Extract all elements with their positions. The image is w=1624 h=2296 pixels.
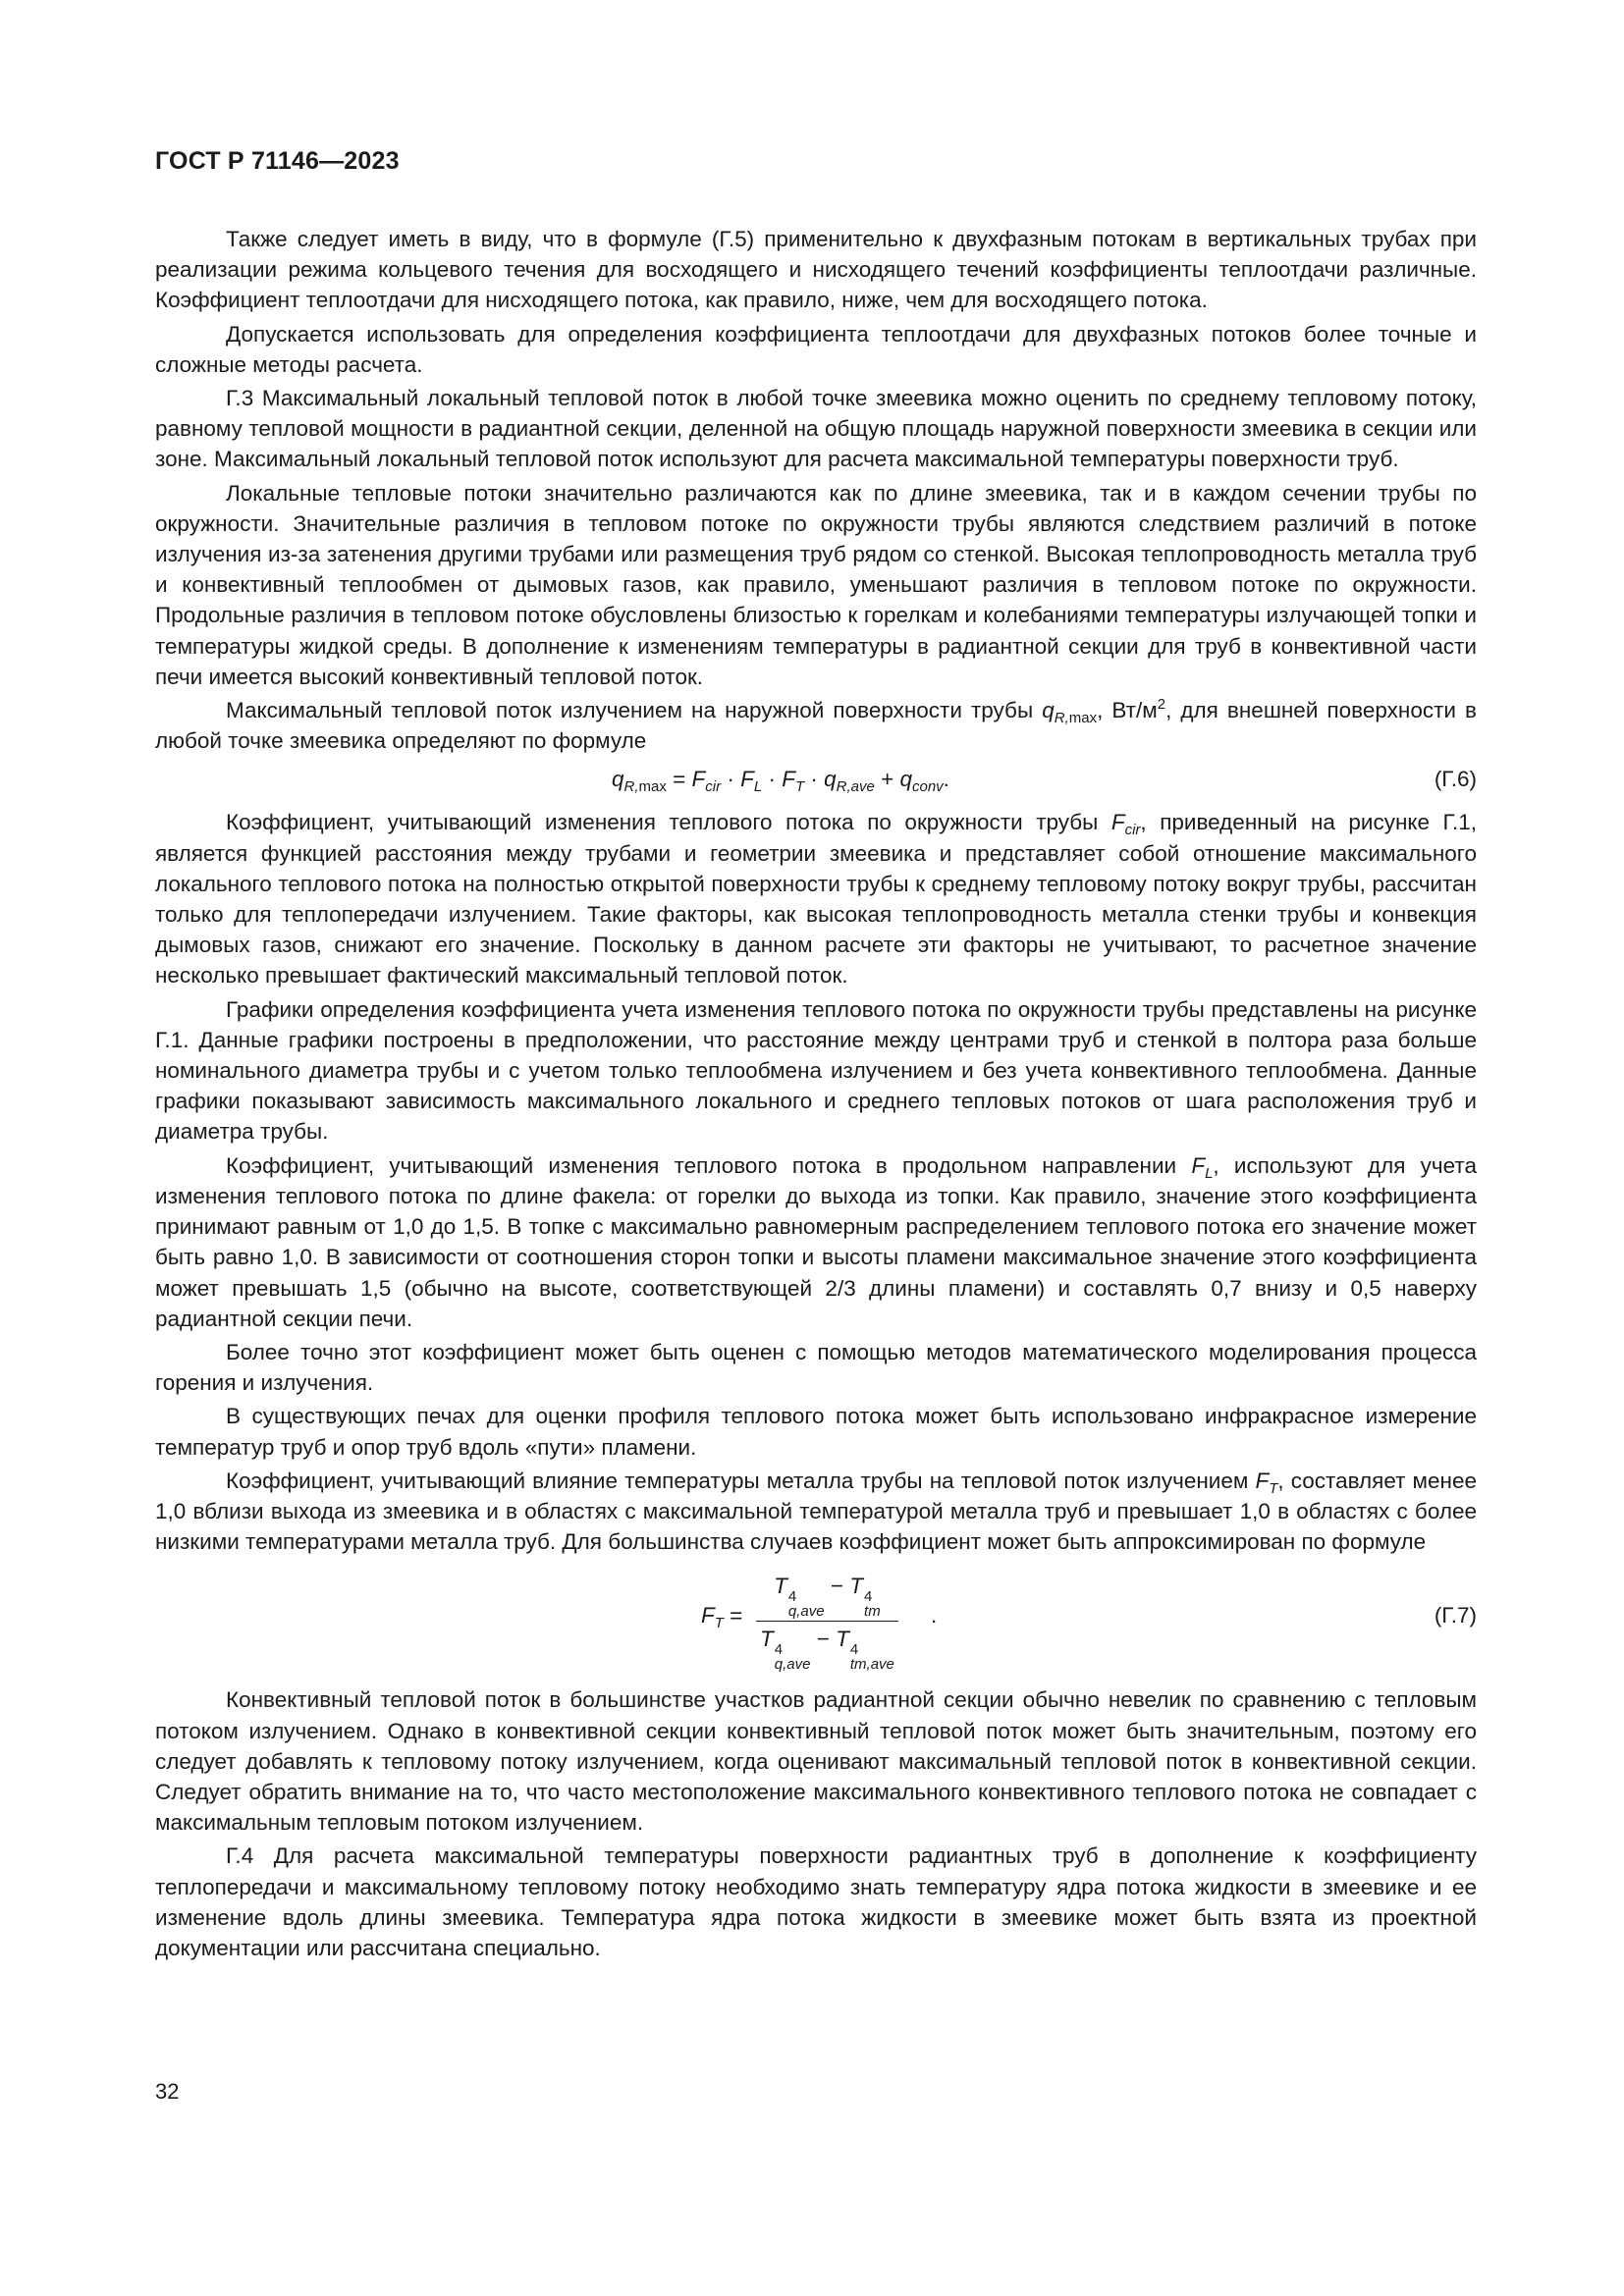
paragraph: Допускается использовать для определения коэффициента теплоотдачи для двухфазных потоков более точные и сложные методы расчета. bbox=[155, 321, 1477, 377]
fraction-denominator: T 4 q,ave − T 4 tm,ave bbox=[760, 1627, 894, 1674]
page-number: 32 bbox=[155, 2079, 180, 2104]
paragraph: Графики определения коэффициента учета изменения теплового потока по окружности трубы представлены на рисунке Г.1. Данные графики построены в предположении, что расстояние между центрами труб и стенкой в полтора раза больше номинального диаметра трубы и с учетом только теплообмена излучением и без учета конвективного теплообмена. Данные графики показывают зависимость максимального локального и среднего тепловых потоков от шага расположения труб и диаметра трубы. bbox=[155, 996, 1477, 1145]
fraction-bar bbox=[756, 1621, 898, 1622]
paragraph: В существующих печах для оценки профиля теплового потока может быть использовано инфракрасное измерение температур труб и опор труб вдоль «пути» пламени. bbox=[155, 1404, 1477, 1460]
paragraph: Конвективный тепловой поток в большинстве участков радиантной секции обычно невелик по сравнению с тепловым потоком излучением. Однако в конвективной секции конвективный тепловой поток может быть значительным, поэтому его следует добавлять к тепловому потоку излучением, когда оценивают максимальный тепловой поток в конвективной секции. Следует обратить внимание на то, что часто местоположение максимального конвективного теплового потока не совпадает с максимальным тепловым потоком излучением. bbox=[155, 1687, 1477, 1836]
formula-g6 bbox=[155, 764, 1477, 801]
paragraph: Г.3 Максимальный локальный тепловой поток в любой точке змеевика можно оценить по среднему тепловому потоку, равному тепловой мощности в радиантной секции, деленной на общую площадь наружной поверхности змеевика в секции или зоне. Максимальный локальный тепловой поток используют для расчета максимальной температуры поверхности труб. bbox=[155, 386, 1477, 472]
paragraph: Коэффициент, учитывающий влияние температуры металла трубы на тепловой поток излучением $F_T$, составляет менее 1,0 вблизи выхода из змеевика и в областях с максимальной температурой металла труб и превышает 1,0 в областях с более низкими температурами металла труб. Для большинства случаев коэффициент может быть аппроксимирован по формуле bbox=[155, 1468, 1477, 1555]
paragraph: Более точно этот коэффициент может быть оценен с помощью методов математического моделирования процесса горения и излучения. bbox=[155, 1339, 1477, 1396]
paragraph: Коэффициент, учитывающий изменения теплового потока в продольном направлении $F_L$, используют для учета изменения теплового потока по длине факела: от горелки до выхода из топки. Как правило, значение этого коэффициента принимают равным от 1,0 до 1,5. В топке с максимально равномерным распределением теплового потока его значение может быть равно 1,0. В зависимости от соотношения сторон топки и высоты пламени максимальное значение этого коэффициента может превышать 1,5 (обычно на высоте, соответствующей 2/3 длины пламени) и составлять 0,7 внизу и 0,5 наверху радиантной секции печи. bbox=[155, 1152, 1477, 1331]
paragraph: Также следует иметь в виду, что в формуле (Г.5) применительно к двухфазным потокам в вертикальных трубах при реализации режима кольцевого течения для восходящего и нисходящего течений коэффициенты теплоотдачи различные. Коэффициент теплоотдачи для нисходящего потока, как правило, ниже, чем для восходящего потока. bbox=[155, 227, 1477, 313]
formula-g7 bbox=[155, 1571, 1477, 1674]
document-header: ГОСТ Р 71146—2023 bbox=[155, 147, 400, 175]
paragraph: Коэффициент, учитывающий изменения теплового потока по окружности трубы $F_{cir}$, приведенный на рисунке Г.1, является функцией расстояния между трубами и геометрии змеевика и представляет собой отношение максимального локального теплового потока на полностью открытой поверхности трубы к среднему тепловому потоку вокруг трубы, рассчитан только для теплопередачи излучением. Такие факторы, как высокая теплопроводность металла стенки трубы и конвекция дымовых газов, снижают его значение. Поскольку в данном расчете эти факторы не учитывают, то расчетное значение несколько превышает фактический максимальный тепловой поток. bbox=[155, 810, 1477, 988]
equation-number: (Г.7) bbox=[1434, 1603, 1477, 1629]
paragraph: Г.4 Для расчета максимальной температуры поверхности радиантных труб в дополнение к коэффициенту теплопередачи и максимальному тепловому потоку необходимо знать температуру ядра потока жидкости в змеевике и ее изменение вдоль длины змеевика. Температура ядра потока жидкости в змеевике может быть взята из проектной документации или рассчитана специально. bbox=[155, 1843, 1477, 1960]
formula-lhs: $F_T$ = bbox=[701, 1603, 743, 1632]
formula-end: . bbox=[931, 1603, 938, 1629]
paragraph: Локальные тепловые потоки значительно различаются как по длине змеевика, так и в каждом сечении трубы по окружности. Значительные различия в тепловом потоке по окружности трубы являются следствием различий в потоке излучения из-за затенения другими трубами или размещения труб рядом со стенкой. Высокая теплопроводность металла труб и конвективный теплообмен от дымовых газов, как правило, уменьшают различия в тепловом потоке по окружности. Продольные различия в тепловом потоке обусловлены близостью к горелкам и колебаниями температуры излучающей топки и температуры жидкой среды. В дополнение к изменениям температуры в радиантной секции для труб в конвективной части печи имеется высокий конвективный тепловой поток. bbox=[155, 480, 1477, 689]
document-body bbox=[155, 224, 1477, 1966]
paragraph: Максимальный тепловой поток излучением на наружной поверхности трубы $q_{R,max}$, $Вт/м^2$, для внешней поверхности в любой точке змеевика определяют по формуле bbox=[155, 696, 1477, 754]
fraction-numerator: T 4 q,ave − T 4 tm bbox=[774, 1574, 881, 1621]
formula-fraction bbox=[756, 1571, 898, 1672]
formula-expression: $q_{R,max} = F_{cir} \cdot F_L \cdot F_T \cdot q_{R,ave} + q_{conv}$. bbox=[612, 767, 949, 796]
equation-number: (Г.6) bbox=[1434, 767, 1477, 792]
